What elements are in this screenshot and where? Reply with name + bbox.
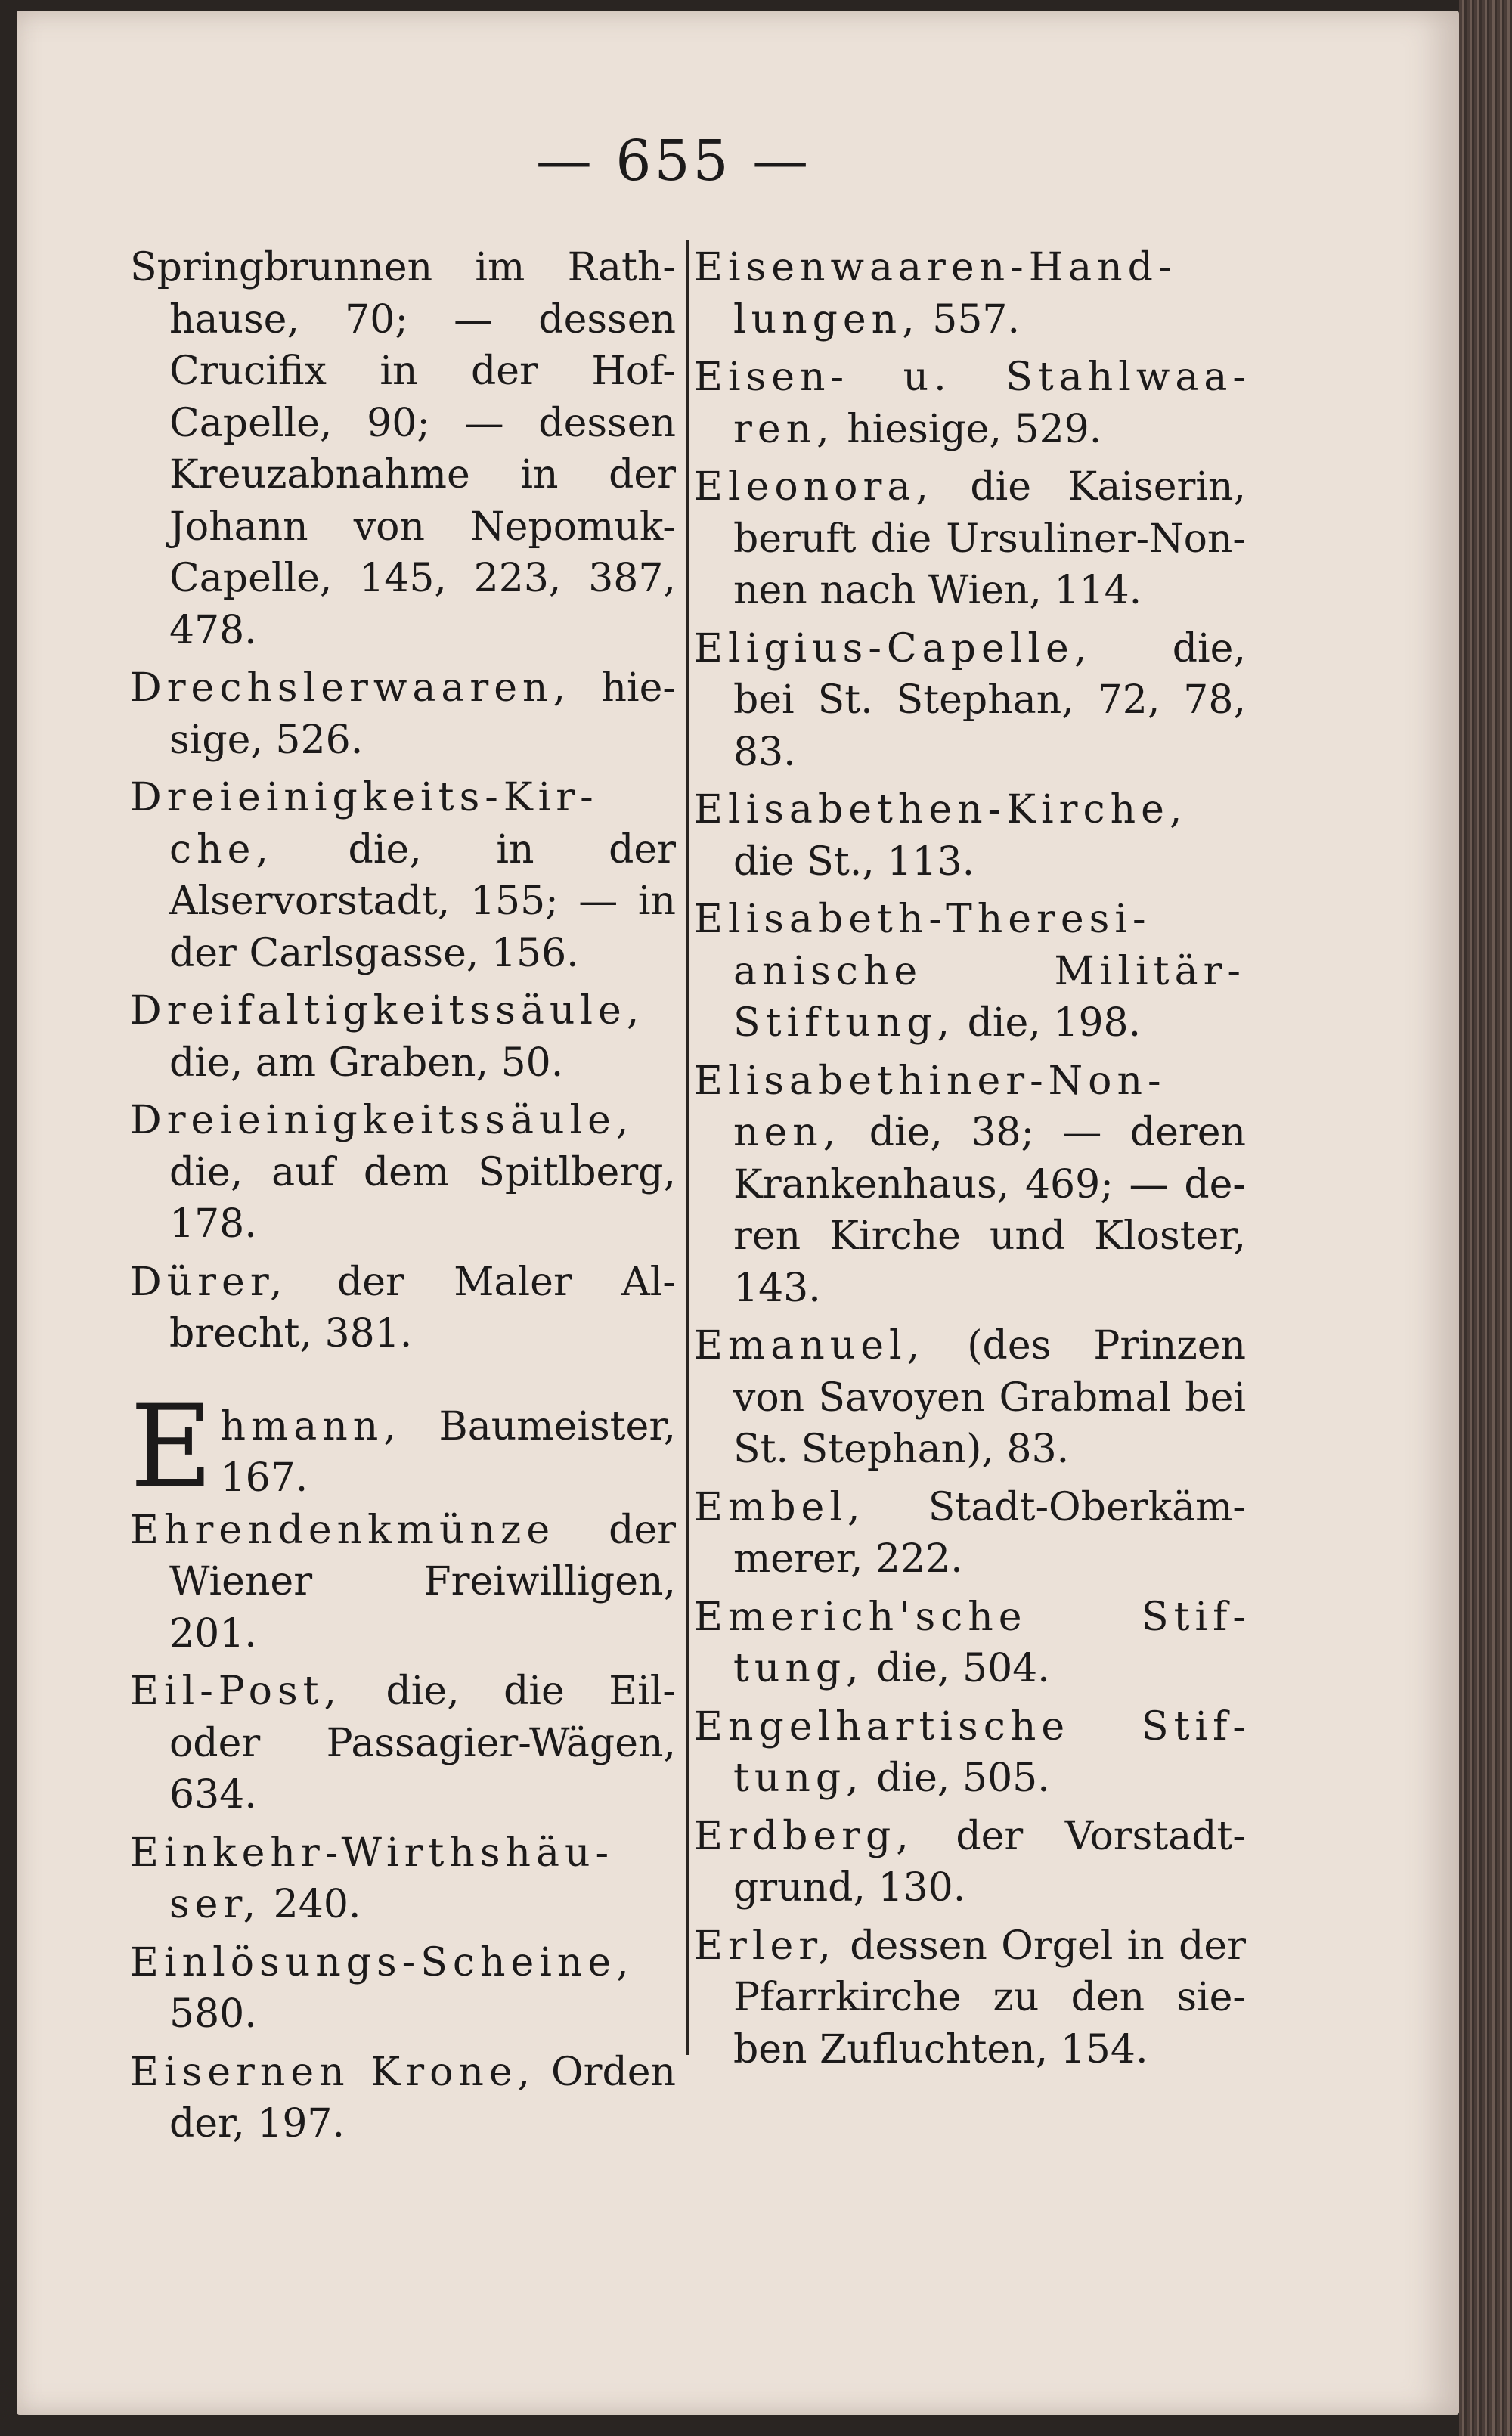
entry-text: die, auf dem Spitlberg, 178. — [169, 1149, 676, 1247]
entry-spacer — [130, 2041, 676, 2047]
index-entry — [694, 894, 1246, 1049]
entry-headword: Eisen- u. Stahlwaaren, — [694, 355, 1246, 452]
entry-text: dessen Orgel in der Pfarrkirche zu den sieben Zufluchten, 154. — [733, 1923, 1246, 2072]
entry-text: Stadt-Oberkämmerer, 222. — [733, 1484, 1246, 1582]
index-entry — [130, 1505, 676, 1660]
entry-text: Springbrunnen im Rathhause, 70; — dessen Crucifix in der Hof-Capelle, 90; — dessen Kreuzabnahme in der Johann von Nepomuk-Capelle, 145, 223, 387, 478. — [130, 245, 676, 653]
index-entry — [130, 662, 676, 766]
entry-spacer — [694, 1314, 1246, 1320]
index-entry — [694, 1920, 1246, 2076]
entry-headword: Elisabeth-Theresianische Militär-Stiftung, — [694, 897, 1246, 1046]
column-divider — [686, 240, 689, 2055]
entry-spacer — [130, 1089, 676, 1095]
entry-headword: Dürer, — [130, 1259, 288, 1305]
entry-spacer — [130, 1821, 676, 1827]
entry-headword: Elisabethiner-Nonnen, — [694, 1058, 1161, 1155]
entry-spacer — [130, 1931, 676, 1937]
page-number: — 655 — — [535, 129, 812, 194]
index-entry — [130, 1827, 676, 1931]
entry-text: der Wiener Freiwilligen, 201. — [169, 1507, 676, 1657]
entry-text: 580. — [169, 1991, 257, 2037]
entry-spacer — [694, 1585, 1246, 1591]
entry-text: Baumeister, 167. — [220, 1403, 676, 1501]
entry-text: die, die Eil- oder Passagier-Wägen, 634. — [169, 1669, 677, 1818]
index-entry — [694, 1055, 1246, 1315]
entry-spacer — [694, 1914, 1246, 1920]
entry-headword: Emerich'sche Stiftung, — [694, 1594, 1246, 1691]
entry-headword: Engelhartische Stiftung, — [694, 1703, 1246, 1801]
entry-text: Orden der, 197. — [169, 2049, 677, 2146]
entry-text: die, 198. — [967, 1000, 1142, 1046]
entry-spacer — [694, 888, 1246, 894]
entry-text: die, 38; — deren Krankenhaus, 469; — deren Kirche und Kloster, 143. — [733, 1110, 1246, 1311]
index-entry — [694, 352, 1246, 455]
entry-spacer — [694, 1049, 1246, 1055]
index-entry — [694, 1811, 1246, 1914]
index-entry — [694, 1591, 1246, 1695]
entry-text: die Kaiserin, beruft die Ursuliner-Nonnen nach Wien, 114. — [733, 464, 1246, 613]
entry-spacer — [694, 2075, 1246, 2081]
entry-text: 240. — [273, 1882, 361, 1927]
index-entry — [130, 1666, 676, 1821]
entry-text: (des Prinzen von Savoyen Grabmal bei St. Stephan), 83. — [733, 1323, 1246, 1472]
entry-spacer — [130, 766, 676, 772]
entry-headword: Dreifaltigkeitssäule, — [130, 988, 645, 1034]
index-entry — [694, 623, 1246, 779]
entry-headword: Einlösungs-Scheine, — [130, 1939, 634, 1985]
entry-spacer — [694, 617, 1246, 623]
entry-headword: Dreieinigkeits-Kirche, — [130, 775, 593, 872]
entry-text: 557. — [932, 296, 1021, 342]
index-entry — [130, 985, 676, 1089]
index-entry — [694, 461, 1246, 617]
entry-spacer — [130, 1360, 676, 1366]
entry-text: hiesige, 529. — [847, 406, 1102, 452]
entry-spacer — [694, 778, 1246, 784]
entry-headword: Erdberg, — [694, 1813, 914, 1859]
entry-spacer — [130, 1251, 676, 1257]
entry-spacer — [130, 979, 676, 985]
entry-headword: Embel, — [694, 1484, 866, 1530]
entry-text: die, 504. — [876, 1646, 1050, 1691]
entry-headword: Eligius-Capelle, — [694, 625, 1092, 671]
entry-headword: Elisabethen-Kirche, — [694, 787, 1188, 832]
entry-headword: Einkehr-Wirthshäuser, — [130, 1830, 609, 1927]
index-entry — [130, 1257, 676, 1360]
index-entry — [694, 242, 1246, 346]
index-entry — [130, 772, 676, 979]
entry-text: die, 505. — [876, 1756, 1050, 1801]
entry-text: der Vorstadtgrund, 130. — [733, 1813, 1246, 1911]
entry-headword: Eisernen Krone, — [130, 2049, 536, 2095]
entry-spacer — [694, 455, 1246, 461]
entry-spacer — [130, 1660, 676, 1666]
entry-text: die, am Graben, 50. — [169, 1040, 564, 1086]
page-edge — [1459, 0, 1512, 2436]
index-entry — [694, 1320, 1246, 1476]
entry-spacer — [694, 346, 1246, 352]
entry-headword: Eisenwaaren-Handlungen, — [694, 245, 1172, 342]
left-column — [130, 242, 676, 2156]
index-entry — [130, 2047, 676, 2150]
entry-text: hiesige, 526. — [169, 665, 676, 763]
entry-headword: Drechslerwaaren, — [130, 665, 572, 711]
index-entry — [694, 784, 1246, 888]
entry-text: die, bei St. Stephan, 72, 78, 83. — [733, 625, 1246, 775]
index-entry — [694, 1482, 1246, 1585]
entry-headword: Eleonora, — [694, 464, 934, 510]
entry-headword: Ehrendenkmünze — [130, 1507, 556, 1553]
index-entry — [130, 242, 676, 656]
entry-spacer — [694, 1695, 1246, 1701]
entry-spacer — [694, 1805, 1246, 1811]
entry-headword: Erler, — [694, 1923, 836, 1969]
entry-text: der Maler Albrecht, 381. — [169, 1259, 676, 1356]
right-column — [694, 242, 1246, 2081]
section-initial: E — [130, 1381, 213, 1513]
index-entry — [130, 1381, 676, 1513]
entry-headword: Dreieinigkeitssäule, — [130, 1098, 634, 1143]
index-entry — [130, 1095, 676, 1251]
entry-spacer — [130, 2150, 676, 2156]
index-entry — [694, 1701, 1246, 1805]
entry-headword: Emanuel, — [694, 1323, 925, 1368]
entry-spacer — [694, 1476, 1246, 1482]
index-entry — [130, 1937, 676, 2041]
entry-text: die St., 113. — [733, 838, 975, 885]
entry-text: die, in der Alservorstadt, 155; — in der Carlsgasse, 156. — [169, 826, 676, 976]
entry-headword: hmann, — [220, 1403, 401, 1449]
entry-headword: Eil-Post, — [130, 1669, 342, 1714]
entry-spacer — [130, 656, 676, 662]
